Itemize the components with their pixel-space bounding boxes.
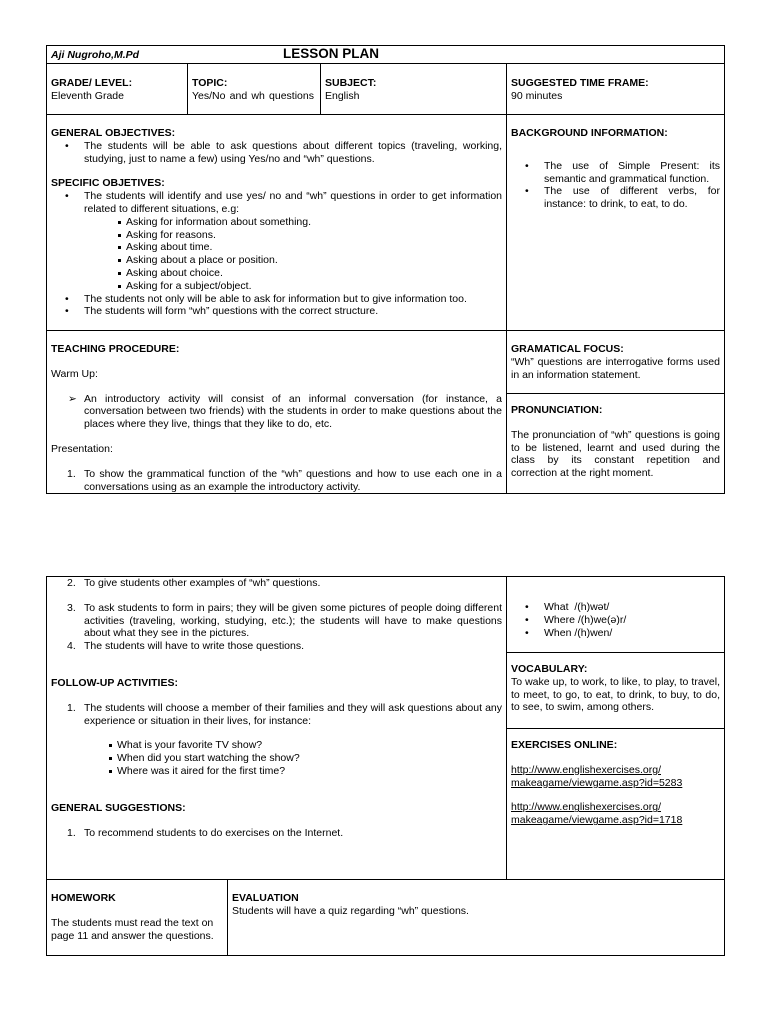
sub-objective-item: Asking for a subject/object. <box>126 280 502 293</box>
suggestion-item: 1. To recommend students to do exercises on the Internet. <box>84 827 502 840</box>
time-value: 90 minutes <box>511 89 563 102</box>
suggestions-title: GENERAL SUGGESTIONS: <box>51 801 186 814</box>
followup-title: FOLLOW-UP ACTIVITIES: <box>51 676 178 689</box>
exercises-title: EXERCISES ONLINE: <box>511 739 618 751</box>
objectives-cell <box>47 115 506 331</box>
time-label: SUGGESTED TIME FRAME: <box>511 77 649 89</box>
pronunciation-examples-cell <box>506 577 724 653</box>
subject-label: SUBJECT: <box>325 77 377 89</box>
vocabulary-cell <box>506 653 724 729</box>
procedure-step: 2. To give students other examples of “wh” questions. <box>84 577 502 590</box>
specific-objectives-title: SPECIFIC OBJETIVES: <box>51 177 165 190</box>
followup-question: When did you start watching the show? <box>117 752 502 765</box>
background-item: • The use of Simple Present: its semantic and grammatical function. <box>544 160 720 186</box>
background-title: BACKGROUND INFORMATION: <box>511 127 668 139</box>
lesson-plan-table-page2 <box>46 576 725 956</box>
procedure-step: 4. The students will have to write those questions. <box>84 640 502 653</box>
procedure-step: 3. To ask students to form in pairs; they will be given some pictures of people doing different activities (traveling, working, studying, etc.); the students will have to make questions about what they see in the pictures. <box>84 602 502 640</box>
grammar-text: “Wh” questions are interrogative forms used in an information statement. <box>511 355 720 381</box>
general-objectives-title: GENERAL OBJECTIVES: <box>51 127 176 139</box>
lesson-plan-table-page1 <box>46 45 725 494</box>
topic-label: TOPIC: <box>192 77 228 89</box>
followup-question: Where was it aired for the first time? <box>117 765 502 778</box>
background-cell <box>506 115 724 331</box>
warmup-label: Warm Up: <box>51 367 98 380</box>
continued-cell <box>47 577 506 880</box>
sub-objective-item: Asking for information about something. <box>126 216 502 229</box>
pronunciation-cell <box>506 394 724 493</box>
time-cell <box>506 64 724 115</box>
background-item: • The use of different verbs, for instance: to drink, to eat, to do. <box>544 185 720 211</box>
specific-objective-item: • The students will identify and use yes/ no and “wh” questions in order to get information related to different situations, e.g: <box>84 190 502 216</box>
exercises-cell <box>506 729 724 880</box>
grade-label: GRADE/ LEVEL: <box>51 77 133 89</box>
evaluation-text: Students will have a quiz regarding “wh” questions. <box>232 904 469 917</box>
pronunciation-example: • What /(h)wət/ <box>544 601 720 614</box>
pronunciation-example: • When /(h)wen/ <box>544 627 720 640</box>
grammar-title: GRAMATICAL FOCUS: <box>511 343 624 355</box>
document-title: LESSON PLAN <box>283 46 380 61</box>
grammar-cell <box>506 331 724 394</box>
exercise-link-2[interactable]: http://www.englishexercises.org/ makeagame/viewgame.asp?id=1718 <box>511 801 683 827</box>
general-objective-item: • The students will be able to ask questions about different topics (traveling, working, studying, just to name a few) using Yes/no and “wh” questions. <box>84 140 502 166</box>
evaluation-cell <box>227 880 724 955</box>
presentation-label: Presentation: <box>51 442 113 455</box>
subject-value: English <box>325 89 360 102</box>
sub-objective-item: Asking about a place or position. <box>126 254 502 267</box>
procedure-cell <box>47 331 506 493</box>
evaluation-title: EVALUATION <box>232 892 299 904</box>
vocabulary-text: To wake up, to work, to like, to play, to travel, to meet, to go, to eat, to drink, to buy, to do, to see, to swim, among others. <box>511 675 720 714</box>
sub-objective-item: Asking about time. <box>126 241 502 254</box>
warmup-item: ➢ An introductory activity will consist of an informal conversation (for instance, a conversation between two friends) with the students in order to make questions about the places where they live, things that they like to do, etc. <box>84 393 502 431</box>
grade-value: Eleventh Grade <box>51 89 124 102</box>
specific-objective-item: • The students will form “wh” questions with the correct structure. <box>84 305 502 318</box>
procedure-step: 1. To show the grammatical function of the “wh” questions and how to use each one in a conversations using as an example the introductory activity. <box>84 468 502 493</box>
pronunciation-title: PRONUNCIATION: <box>511 404 603 416</box>
specific-objective-item: • The students not only will be able to ask for information but to give information too. <box>84 293 502 306</box>
topic-value: Yes/No and wh questions <box>192 89 314 102</box>
homework-cell <box>47 880 227 955</box>
exercise-link-1[interactable]: http://www.englishexercises.org/ makeagame/viewgame.asp?id=5283 <box>511 763 683 789</box>
followup-question: What is your favorite TV show? <box>117 739 502 752</box>
sub-objective-item: Asking for reasons. <box>126 229 502 242</box>
homework-title: HOMEWORK <box>51 892 116 904</box>
procedure-title: TEACHING PROCEDURE: <box>51 343 180 355</box>
sub-objective-item: Asking about choice. <box>126 267 502 280</box>
followup-item: 1. The students will choose a member of their families and they will ask questions about any experience or situation in their lives, for instance: <box>84 702 502 728</box>
pronunciation-example: • Where /(h)we(ə)r/ <box>544 614 720 627</box>
homework-text: The students must read the text on page 11 and answer the questions. <box>51 916 214 942</box>
header-row <box>47 46 724 64</box>
author-name: Aji Nugroho,M.Pd <box>51 49 140 61</box>
subject-cell <box>320 64 506 115</box>
grade-cell <box>47 64 187 115</box>
vocabulary-title: VOCABULARY: <box>511 663 588 675</box>
pronunciation-text: The pronunciation of “wh” questions is going to be listened, learnt and used during the class by its constant repetition and correction at the right moment. <box>511 428 720 480</box>
topic-cell <box>187 64 320 115</box>
